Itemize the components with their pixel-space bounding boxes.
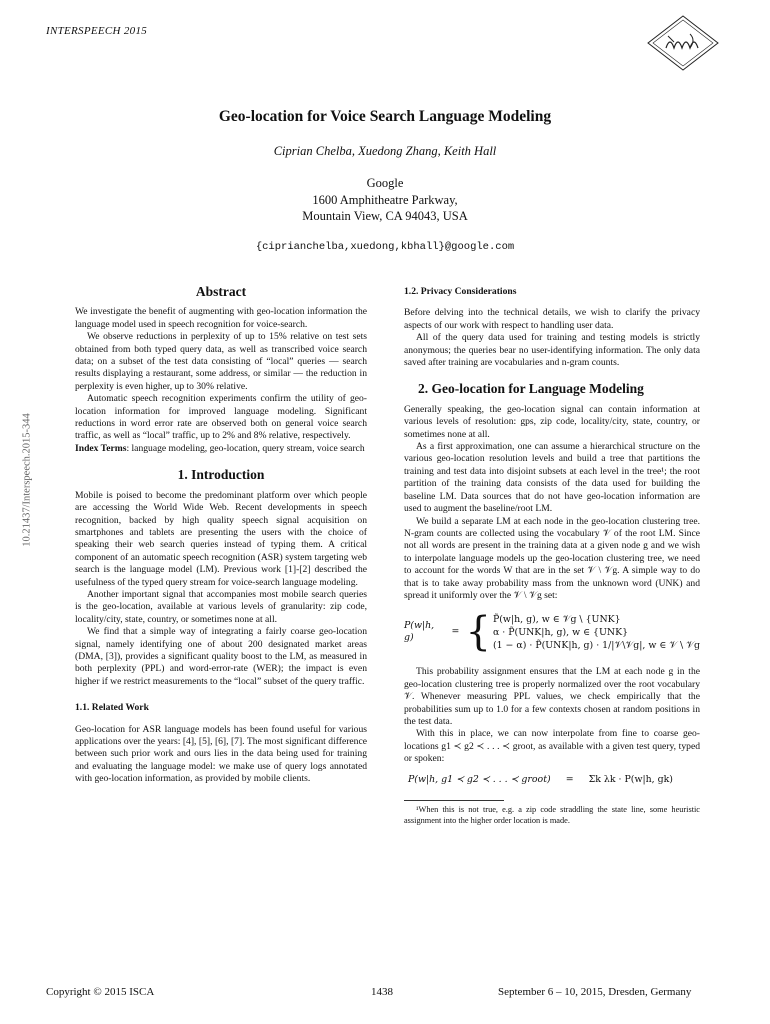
affiliation-line: Mountain View, CA 94043, USA (302, 209, 468, 223)
section2-heading: 2. Geo-location for Language Modeling (418, 381, 644, 397)
doi-text: 10.21437/Interspeech.2015-344 (21, 413, 33, 547)
affiliation (0, 175, 770, 225)
conference-header: INTERSPEECH 2015 (46, 25, 148, 37)
equation-rhs: Σk λk · P(w|h, gk) (588, 773, 673, 785)
abstract-paragraph: Automatic speech recognition experiments confirm the utility of geo-location information for improved language modeling. Significant reductions in word error rate are observed both on general voice search traffic, as well as “local” traffic, up to 2% and 8% relative, respectively. (75, 393, 367, 442)
section2-paragraph: This probability assignment ensures that the LM at each node g in the geo-location clustering tree is properly normalized over the root vocabulary 𝒱. Whenever measuring PPL values, we check empirically that the probabilities sum up to 1.0 for a few contexts chosen at random positions in the test data. (404, 666, 700, 727)
paper-title: Geo-location for Voice Search Language Modeling (218, 108, 552, 125)
equation-case: P̃(w|h, g), w ∈ 𝒱g \ {UNK} (492, 613, 621, 625)
footnote: ¹When this is not true, e.g. a zip code straddling the state line, some heuristic assignment into the higher order location is made. (404, 805, 700, 825)
side-doi-label (12, 330, 42, 630)
left-column (75, 286, 367, 786)
equation-equals: = (565, 773, 574, 785)
section2-paragraph: As a first approximation, one can assume a hierarchical structure on the various geo-location resolution levels and build a tree that partitions the training and test data into disjoint subsets at each level in the tree¹; the root partition of the training data consists of the data used for building the baseline LM. Data sources that do not have geo-location information are used to augment the baseline/root LM. (404, 441, 700, 515)
left-brace-icon: { (465, 609, 491, 656)
index-terms-text: : language modeling, geo-location, query stream, voice search (126, 442, 365, 454)
abstract-paragraph: We observe reductions in perplexity of up to 15% relative on test sets obtained from both typed query data, as well as transcribed voice search data; on a subset of the test data consisting of “local” queries — search results displaying a restaurant, some address, or similar — the reduction in perplexity is even higher, up to 30% relative. (75, 331, 367, 392)
footer-copyright: Copyright © 2015 ISCA (46, 986, 155, 998)
author-emails: {ciprianchelba,xuedong,kbhall}@google.com (255, 241, 515, 253)
affiliation-line: 1600 Amphitheatre Parkway, (312, 192, 458, 207)
index-terms-label: Index Terms (75, 442, 127, 454)
equation-lhs: P(w|h, g) (404, 619, 435, 644)
paper-authors: Ciprian Chelba, Xuedong Zhang, Keith Hall (273, 144, 497, 158)
equation-case: α · P̃(UNK|h, g), w ∈ {UNK} (492, 626, 629, 638)
privacy-heading: 1.2. Privacy Considerations (404, 286, 517, 297)
footnote-rule (404, 800, 504, 801)
footer-page-number: 1438 (371, 986, 393, 998)
privacy-paragraph: Before delving into the technical details, we wish to clarify the privacy aspects of our work with respect to handling user data. (404, 307, 700, 331)
section2-paragraph: We build a separate LM at each node in the geo-location clustering tree. N-gram counts are collected using the vocabulary 𝒱 of the root LM. Since not all words are present in the training data at a given node g and we wish to interpolate language models up the geo-location clustering tree, we need to account for the words W that are in the set 𝒱 \ 𝒱g. A simple way to do that is to take away probability mass from the unknown word (UNK) and spread it uniformly over the 𝒱 \ 𝒱g set: (404, 515, 700, 601)
equation-unk-redistribution (404, 609, 700, 656)
equation-lhs: P(w|h, g1 ≺ g2 ≺ . . . ≺ groot) (408, 773, 551, 785)
equation-case: (1 − α) · P̃(UNK|h, g) · 1/|𝒱\𝒱g|, w ∈ 𝒱 \ 𝒱g (492, 639, 700, 651)
intro-paragraph: We find that a simple way of integrating a fairly coarse geo-location signal, namely identifying one of about 200 designated market areas (DMA, [3]), provides a significant quality boost to the LM, as measured in both perplexity (PPL) and word-error-rate (WER); the impact is even higher if we restrict measurements to the “local” subset of the query traffic. (75, 626, 367, 687)
index-terms (75, 443, 367, 455)
intro-heading: 1. Introduction (177, 467, 265, 483)
right-column (404, 286, 700, 826)
equation-cases (493, 613, 700, 652)
section2-paragraph: Generally speaking, the geo-location signal can contain information at various levels of resolution: gps, zip code, locality/city, state, country, or sometimes none at all. (404, 403, 700, 440)
isca-diamond-logo-icon (646, 14, 720, 72)
related-work-heading: 1.1. Related Work (75, 702, 149, 714)
affiliation-line: Google (366, 176, 404, 190)
equation-equals: = (451, 626, 460, 638)
section2-paragraph: With this in place, we can now interpolate from fine to coarse geo-locations g1 ≺ g2 ≺ . . . ≺ groot, as available with a given test query, typed or spoken: (404, 728, 700, 765)
abstract-heading: Abstract (195, 284, 247, 299)
privacy-paragraph: All of the query data used for training and testing models is strictly anonymous; the queries bear no user-identifying information. The only data saved after training are vocabularies and n-gram counts. (404, 332, 700, 369)
intro-paragraph: Mobile is poised to become the predominant platform over which people are accessing the World Wide Web. Recent developments in speech recognition, backed by high quality speech signal acquisition on smartphones and tablets are presenting the users with the choice of speaking their web search queries instead of typing them. A critical component of an automatic speech recognition (ASR) system targeting web search is the language model (LM). Previous work [1]-[2] described the usefulness of the typed query stream for voice-search language modeling. (75, 489, 367, 588)
related-work-paragraph: Geo-location for ASR language models has been found useful for various applications over the years: [4], [5], [6], [7]. The most significant difference between such prior work and ours lies in the data being used for training and evaluating the language model: we make use of query logs annotated with geo-location information, as provided by mobile clients. (75, 723, 367, 785)
intro-paragraph: Another important signal that accompanies most mobile search queries is the geo-location, available at various levels of granularity: zip code, locality/city, state, country, or sometimes none at all. (75, 588, 367, 625)
footer-event: September 6 – 10, 2015, Dresden, Germany (498, 986, 692, 998)
abstract-paragraph: We investigate the benefit of augmenting with geo-location information the language model used in speech recognition for voice-search. (75, 306, 367, 330)
equation-interpolation (408, 774, 700, 786)
